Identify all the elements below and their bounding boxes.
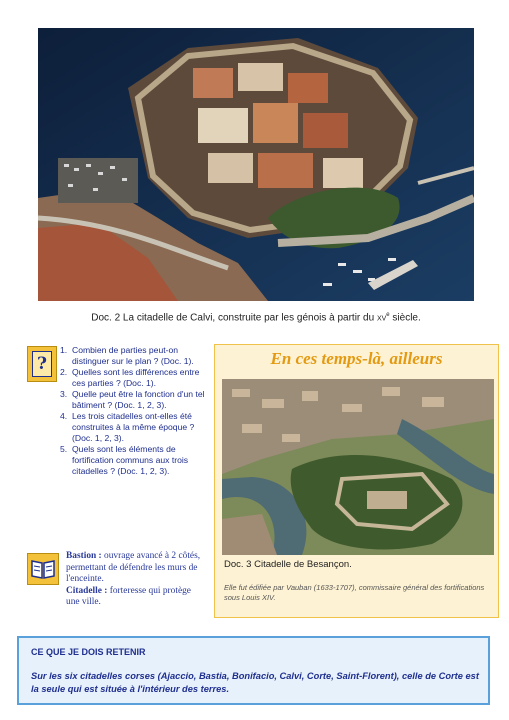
definition-text: ouvrage avancé à 2 côtés, permettant de défendre les murs de l'enceinte. (66, 551, 201, 584)
question-item (60, 444, 212, 477)
question-text: Combien de parties peut-on distinguer sur le plan ? (Doc. 1). (72, 345, 194, 366)
definition-bastion (66, 551, 206, 586)
question-mark-icon (27, 346, 57, 382)
question-text: Les trois citadelles ont-elles été construites à la même époque ? (Doc. 1, 2, 3). (72, 411, 195, 443)
question-text: Quels sont les éléments de fortification communs aux trois citadelles ? (Doc. 1, 2, 3). (72, 444, 189, 476)
questions-list (60, 345, 212, 477)
question-text: Quelle peut être la fonction d'un tel bâtiment ? (Doc. 1, 2, 3). (72, 389, 205, 410)
question-number: 2. (60, 367, 68, 377)
question-number: 1. (60, 345, 68, 355)
retenir-title: CE QUE JE DOIS RETENIR (31, 647, 146, 657)
retenir-box (17, 636, 490, 705)
question-number: 4. (60, 411, 68, 421)
caption-prefix: Doc. 2 La citadelle de Calvi, construite par les génois à partir du (91, 312, 377, 324)
besancon-citadel-photo (222, 379, 494, 555)
definition-term: Citadelle : (66, 585, 108, 596)
book-icon (27, 553, 59, 585)
question-number: 5. (60, 444, 68, 454)
caption-century: XV (376, 315, 387, 323)
besancon-note: Elle fut édifiée par Vauban (1633-1707), commissaire général des fortifications sous Louis XIV. (224, 583, 485, 602)
question-mark-symbol: ? (32, 351, 52, 377)
question-number: 3. (60, 389, 68, 399)
definition-text: forteresse qui protège une ville. (66, 585, 191, 607)
definition-term: Bastion : (66, 551, 102, 561)
definitions (66, 551, 206, 609)
caption-suffix: siècle. (389, 312, 421, 324)
calvi-photo-caption (38, 312, 474, 323)
definition-citadelle (66, 586, 206, 609)
question-item (60, 389, 212, 411)
retenir-text: Sur les six citadelles corses (Ajaccio, Bastia, Bonifacio, Calvi, Corte, Saint-Florent), celle de Corte est la seule qui est située à l'intérieur des terres. (31, 671, 479, 694)
caption-superscript: e (386, 312, 390, 318)
question-item (60, 345, 212, 367)
question-text: Quelles sont les différences entre ces parties ? (Doc. 1). (72, 367, 200, 388)
question-item (60, 367, 212, 389)
ailleurs-title: En ces temps-là, ailleurs (270, 349, 443, 368)
calvi-citadel-photo (38, 28, 474, 301)
ailleurs-box (214, 344, 499, 618)
besancon-caption: Doc. 3 Citadelle de Besançon. (224, 559, 352, 570)
question-item (60, 411, 212, 444)
